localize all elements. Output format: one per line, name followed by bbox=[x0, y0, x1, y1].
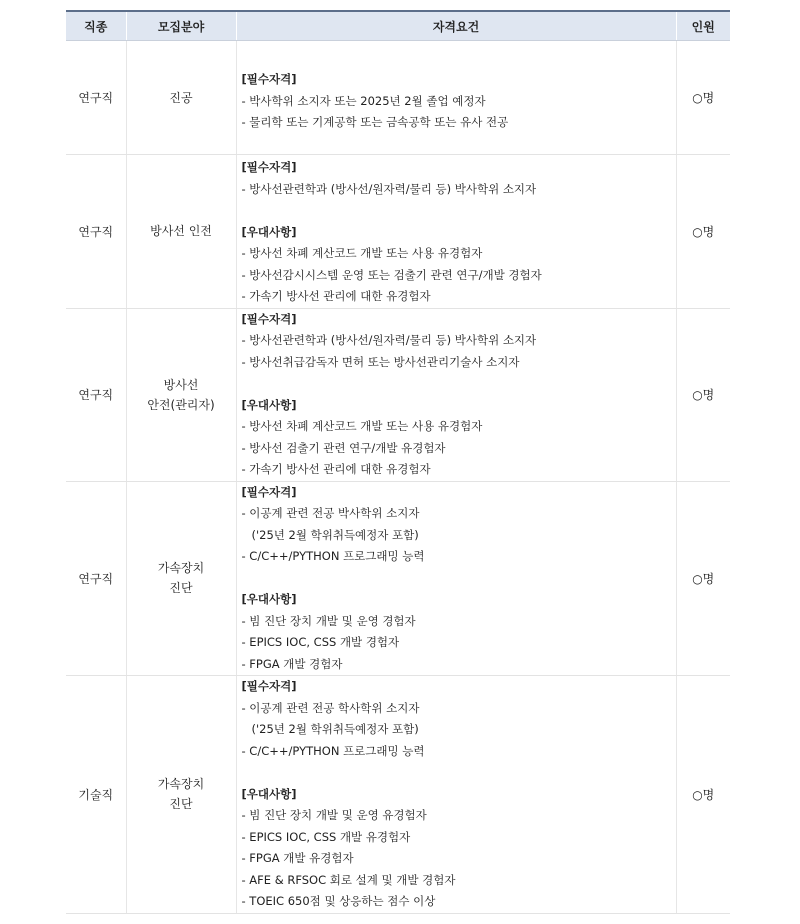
field-line: 진단 bbox=[169, 581, 193, 596]
requirement-item: - 방사선관련학과 (방사선/원자력/물리 등) 박사학위 소지자 bbox=[241, 181, 537, 196]
field-line: 방사선 bbox=[163, 377, 199, 392]
section-heading: [필수자격] bbox=[241, 72, 297, 86]
section-spacer bbox=[242, 200, 672, 222]
requirement-item: - FPGA 개발 경험자 bbox=[241, 656, 343, 671]
table-row bbox=[66, 676, 730, 914]
cell-requirements bbox=[236, 41, 676, 155]
table-row bbox=[66, 308, 730, 481]
requirement-item: - C/C++/PYTHON 프로그래밍 능력 bbox=[241, 549, 425, 563]
cell-count: ○명 bbox=[676, 155, 730, 309]
requirement-item: - EPICS IOC, CSS 개발 유경험자 bbox=[241, 829, 411, 844]
requirement-item: - FPGA 개발 유경험자 bbox=[241, 851, 354, 865]
recruitment-table bbox=[66, 10, 730, 914]
requirement-item: - 이공계 관련 전공 학사학위 소지자 bbox=[241, 700, 420, 715]
cell-requirements bbox=[236, 481, 676, 676]
table-body bbox=[66, 41, 730, 914]
cell-job-type: 연구직 bbox=[66, 308, 126, 481]
cell-field bbox=[126, 308, 236, 481]
section-spacer bbox=[242, 568, 672, 590]
section-heading: [필수자격] bbox=[241, 679, 297, 693]
cell-job-type: 연구직 bbox=[66, 155, 126, 309]
cell-count: ○명 bbox=[676, 308, 730, 481]
requirement-item: ('25년 2월 학위취득예정자 포함) bbox=[251, 722, 419, 736]
cell-field bbox=[126, 155, 236, 309]
field-line: 가속장치 bbox=[157, 777, 205, 792]
cell-requirements bbox=[236, 308, 676, 481]
cell-field bbox=[126, 41, 236, 155]
section-heading: [우대사항] bbox=[241, 397, 297, 412]
section-heading: [우대사항] bbox=[241, 786, 297, 801]
table-row bbox=[66, 481, 730, 676]
cell-count: ○명 bbox=[676, 41, 730, 155]
requirement-item: - 방사선관련학과 (방사선/원자력/물리 등) 박사학위 소지자 bbox=[241, 333, 537, 347]
requirement-item: - 방사선 검출기 관련 연구/개발 유경험자 bbox=[241, 440, 446, 455]
field-line: 진단 bbox=[169, 797, 193, 812]
requirement-item: - 이공계 관련 전공 박사학위 소지자 bbox=[241, 506, 420, 520]
field-line: 안전(관리자) bbox=[147, 397, 215, 412]
table-row bbox=[66, 155, 730, 309]
requirement-item: - 가속기 방사선 관리에 대한 유경험자 bbox=[241, 289, 431, 303]
cell-requirements bbox=[236, 676, 676, 914]
requirement-item: - AFE & RFSOC 회로 설계 및 개발 경험자 bbox=[241, 872, 456, 887]
requirement-item: - 빔 진단 장치 개발 및 운영 경험자 bbox=[241, 613, 416, 628]
section-heading: [우대사항] bbox=[241, 224, 297, 239]
header-job-type: 직종 bbox=[66, 11, 126, 41]
section-heading: [필수자격] bbox=[241, 311, 297, 326]
header-requirements: 자격요건 bbox=[236, 11, 676, 41]
section-heading: [필수자격] bbox=[241, 160, 297, 174]
table-header-row bbox=[66, 11, 730, 41]
section-heading: [우대사항] bbox=[241, 592, 297, 606]
requirement-item: - 방사선 차폐 계산코드 개발 또는 사용 유경험자 bbox=[241, 246, 483, 260]
requirement-item: - 빔 진단 장치 개발 및 운영 유경험자 bbox=[241, 808, 427, 822]
requirement-item: ('25년 2월 학위취득예정자 포함) bbox=[251, 527, 419, 542]
field-line: 가속장치 bbox=[157, 561, 205, 576]
cell-count: ○명 bbox=[676, 481, 730, 676]
section-heading: [필수자격] bbox=[241, 484, 297, 499]
section-spacer bbox=[242, 373, 672, 395]
cell-count: ○명 bbox=[676, 676, 730, 914]
requirement-item: - 박사학위 소지자 또는 2025년 2월 졸업 예정자 bbox=[241, 93, 486, 108]
cell-job-type: 연구직 bbox=[66, 481, 126, 676]
table-row bbox=[66, 41, 730, 155]
requirement-item: - 물리학 또는 기계공학 또는 금속공학 또는 유사 전공 bbox=[241, 115, 509, 129]
field-line: 방사선 인전 bbox=[150, 224, 212, 239]
header-count: 인원 bbox=[676, 11, 730, 41]
requirement-item: - 방사선감시시스템 운영 또는 검출기 관련 연구/개발 경험자 bbox=[241, 267, 542, 282]
requirement-item: - C/C++/PYTHON 프로그래밍 능력 bbox=[241, 743, 425, 758]
cell-job-type: 연구직 bbox=[66, 41, 126, 155]
requirement-item: - 가속기 방사선 관리에 대한 유경험자 bbox=[241, 462, 431, 476]
requirement-item: - 방사선 차폐 계산코드 개발 또는 사용 유경험자 bbox=[241, 419, 483, 433]
cell-field bbox=[126, 676, 236, 914]
field-line: 진공 bbox=[169, 90, 193, 105]
requirement-item: - 방사선취급감독자 면허 또는 방사선관리기술사 소지자 bbox=[241, 354, 520, 369]
section-spacer bbox=[242, 762, 672, 784]
header-field: 모집분야 bbox=[126, 11, 236, 41]
requirement-item: - TOEIC 650점 및 상응하는 점수 이상 bbox=[241, 894, 436, 908]
cell-requirements bbox=[236, 155, 676, 309]
cell-field bbox=[126, 481, 236, 676]
recruitment-table-wrapper bbox=[66, 10, 730, 914]
requirement-item: - EPICS IOC, CSS 개발 경험자 bbox=[241, 635, 400, 649]
cell-job-type: 기술직 bbox=[66, 676, 126, 914]
